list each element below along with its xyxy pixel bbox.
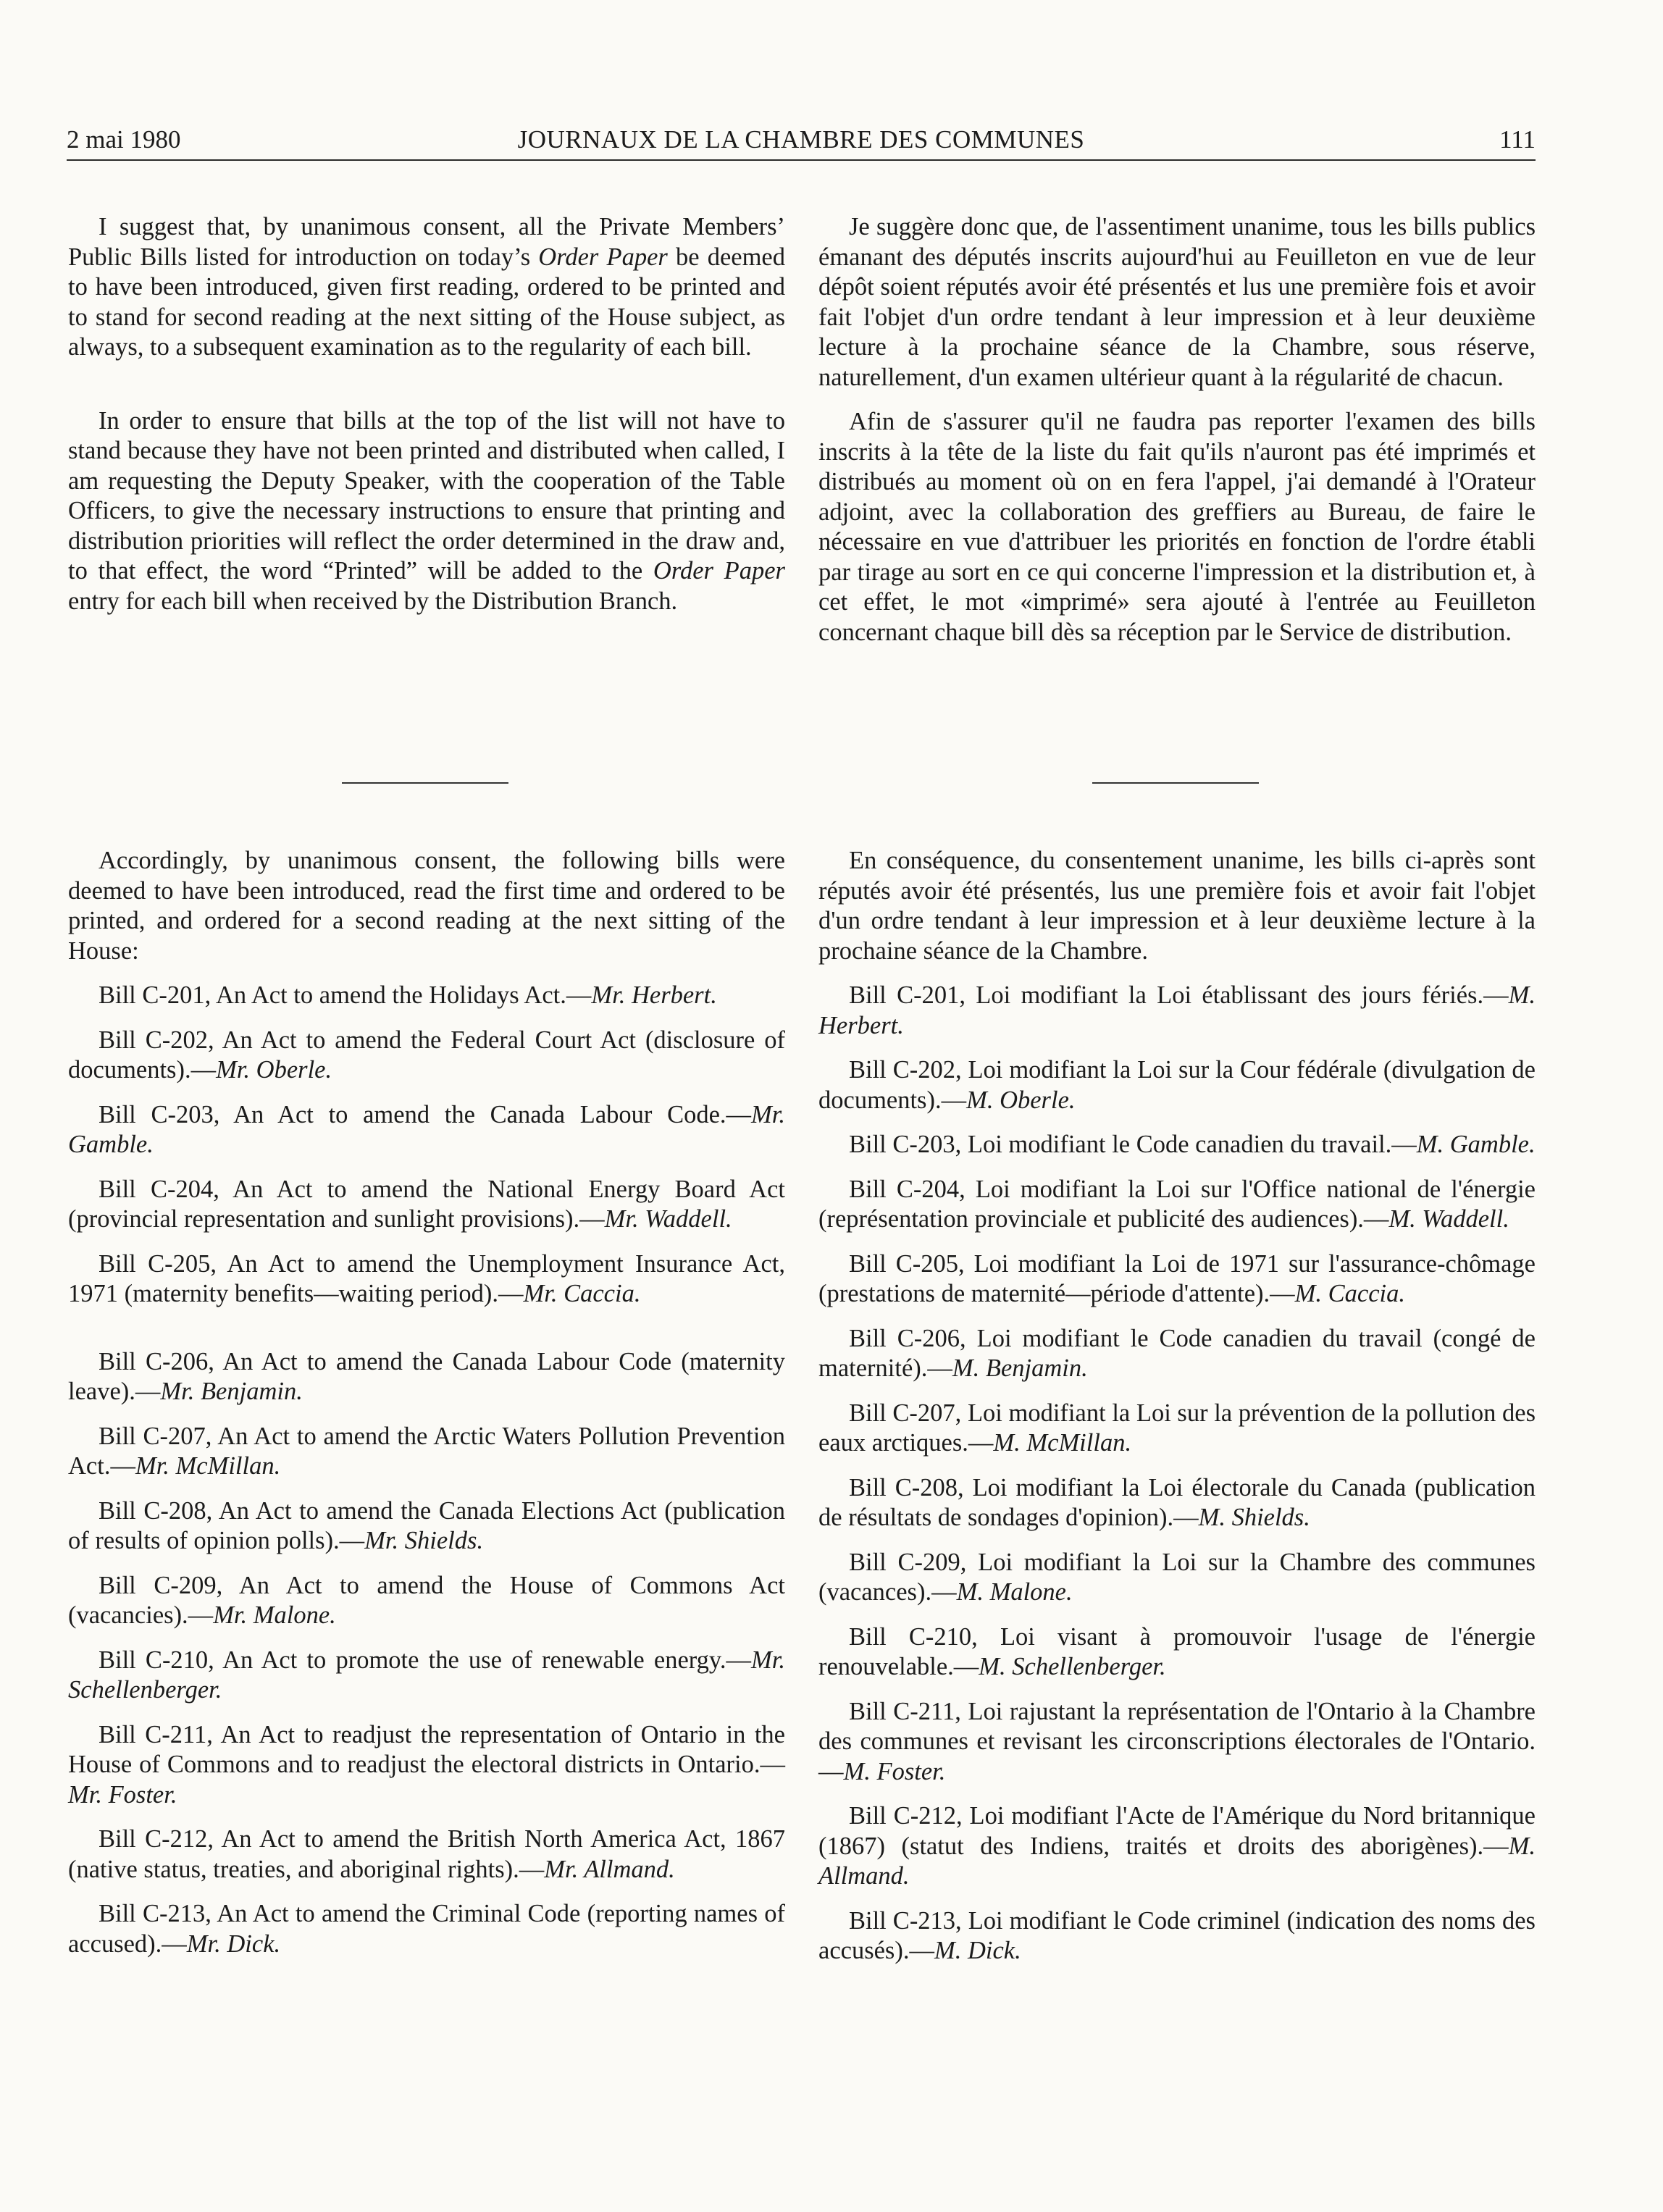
section-divider-left (342, 782, 508, 784)
bill-entry (818, 1175, 1536, 1235)
bill-member: M. McMillan. (993, 1429, 1132, 1457)
bill-title: Bill C-209, Loi modifiant la Loi sur la Chambre des communes (vacances).— (818, 1548, 1536, 1606)
bill-title: Bill C-210, Loi visant à promouvoir l'usage de l'énergie renouvelable.— (818, 1622, 1536, 1680)
bill-member: Mr. Benjamin. (160, 1378, 303, 1405)
bill-member: M. Caccia. (1294, 1280, 1405, 1307)
bill-entry (818, 1622, 1536, 1683)
bill-entry (68, 1347, 785, 1407)
bill-title: Bill C-208, Loi modifiant la Loi électorale du Canada (publication de résultats de sondages d'opinion).— (818, 1473, 1536, 1531)
bill-title: Bill C-201, An Act to amend the Holidays Act.— (99, 981, 592, 1009)
bill-entry (68, 1249, 785, 1310)
header-title: JOURNAUX DE LA CHAMBRE DES COMMUNES (517, 125, 1085, 154)
bill-entry (818, 1473, 1536, 1533)
french-intro-column (818, 212, 1536, 648)
bill-entry (818, 1801, 1536, 1892)
bill-member: M. Allmand. (818, 1832, 1536, 1890)
bill-entry (68, 1899, 785, 1959)
bill-title: Bill C-204, An Act to amend the National Energy Board Act (provincial representation and sunlight provisions).— (68, 1175, 785, 1233)
bill-entry (68, 1825, 785, 1885)
bill-entry (68, 1571, 785, 1631)
bill-member: M. Herbert. (818, 981, 1536, 1039)
bill-member: Mr. McMillan. (135, 1452, 281, 1480)
bill-entry (818, 1130, 1536, 1160)
bill-member: Mr. Foster. (68, 1780, 177, 1809)
bill-member: Mr. Oberle. (216, 1056, 332, 1084)
french-intro-paragraph-1: Je suggère donc que, de l'assentiment unanime, tous les bills publics émanant des députés inscrits aujourd'hui au Feuilleton en vue de leur dépôt soient réputés avoir été présentés et lus une première fois et avoir fait l'objet d'un ordre tendant à leur impression et à leur deuxième lecture à la prochaine séance de la Chambre, sous réserve, naturellement, d'un examen ultérieur quant à la régularité de chacun. (818, 213, 1536, 391)
section-divider-right (1092, 782, 1259, 784)
bill-member: M. Foster. (843, 1757, 946, 1785)
bill-member: Mr. Malone. (213, 1601, 336, 1629)
french-accordingly-paragraph: En conséquence, du consentement unanime, les bills ci-après sont réputés avoir été présentés, lus une première fois et avoir fait l'objet d'un ordre tendant à leur impression et à leur deuxième lecture à la prochaine séance de la Chambre. (818, 847, 1536, 965)
english-intro-column (68, 212, 785, 616)
bill-title: Bill C-205, An Act to amend the Unemployment Insurance Act, 1971 (maternity benefits—waiting period).— (68, 1249, 785, 1307)
bill-title: Bill C-210, An Act to promote the use of renewable energy.— (99, 1646, 752, 1674)
bill-title: Bill C-211, An Act to readjust the representation of Ontario in the House of Commons and to readjust the electoral districts in Ontario.— (68, 1720, 785, 1778)
bill-entry (818, 1548, 1536, 1608)
bill-member: Mr. Allmand. (544, 1855, 675, 1883)
bill-member: M. Benjamin. (952, 1354, 1088, 1382)
header-date: 2 mai 1980 (67, 125, 181, 154)
english-intro-paragraph-2: In order to ensure that bills at the top of the list will not have to stand because they have not been printed and distributed when called, I am requesting the Deputy Speaker, with the cooperation of the Table Officers, to give the necessary instructions to ensure that printing and distribution priorities will reflect the order determined in the draw and, to that effect, the word “Printed” will be added to the Order Paper entry for each bill when received by the Distribution Branch. (68, 406, 785, 615)
bill-title: Bill C-212, Loi modifiant l'Acte de l'Amérique du Nord britannique (1867) (statut des Indiens, traités et droits des aborigènes).— (818, 1802, 1536, 1860)
bill-member: M. Oberle. (966, 1086, 1076, 1114)
bill-member: Mr. Waddell. (604, 1205, 732, 1233)
header-rule (67, 159, 1536, 161)
bill-title: Bill C-208, An Act to amend the Canada Elections Act (publication of results of opinion polls).— (68, 1496, 785, 1554)
bill-entry (818, 981, 1536, 1041)
bill-member: Mr. Caccia. (523, 1280, 641, 1307)
bill-member: Mr. Schellenberger. (68, 1646, 785, 1704)
bill-title: Bill C-209, An Act to amend the House of Commons Act (vacancies).— (68, 1571, 785, 1629)
bill-member: Mr. Dick. (186, 1930, 281, 1958)
bill-title: Bill C-202, Loi modifiant la Loi sur la Cour fédérale (divulgation de documents).— (818, 1056, 1536, 1114)
bill-title: Bill C-213, An Act to amend the Criminal Code (reporting names of accused).— (68, 1900, 785, 1958)
bill-title: Bill C-207, An Act to amend the Arctic Waters Pollution Prevention Act.— (68, 1422, 785, 1480)
bill-title: Bill C-202, An Act to amend the Federal Court Act (disclosure of documents).— (68, 1026, 785, 1084)
bill-title: Bill C-207, Loi modifiant la Loi sur la prévention de la pollution des eaux arctiques.— (818, 1399, 1536, 1457)
english-bill-list (68, 981, 785, 1959)
bill-title: Bill C-206, An Act to amend the Canada Labour Code (maternity leave).— (68, 1347, 785, 1405)
bill-title: Bill C-201, Loi modifiant la Loi établissant des jours fériés.— (849, 981, 1509, 1009)
bill-entry (818, 1249, 1536, 1310)
bill-title: Bill C-211, Loi rajustant la représentation de l'Ontario à la Chambre des communes et revisant les circonscriptions électorales de l'Ontario.— (818, 1697, 1536, 1785)
bill-entry (68, 1646, 785, 1706)
bill-title: Bill C-212, An Act to amend the British North America Act, 1867 (native status, treaties, and aboriginal rights).— (68, 1825, 785, 1883)
bill-member: M. Gamble. (1416, 1131, 1536, 1158)
bill-entry (818, 1697, 1536, 1788)
bill-entry (68, 1026, 785, 1086)
bill-title: Bill C-213, Loi modifiant le Code criminel (indication des noms des accusés).— (818, 1906, 1536, 1964)
bill-member: Mr. Shields. (364, 1527, 484, 1554)
bill-title: Bill C-206, Loi modifiant le Code canadien du travail (congé de maternité).— (818, 1324, 1536, 1382)
bill-entry (818, 1906, 1536, 1966)
english-intro-paragraph-1: I suggest that, by unanimous consent, all the Private Members’ Public Bills listed for introduction on today’s Order Paper be deemed to have been introduced, given first reading, ordered to be printed and to stand for second reading at the next sitting of the House subject, as always, to a subsequent examination as to the regularity of each bill. (68, 213, 785, 361)
bill-entry (68, 1496, 785, 1557)
english-bills-column (68, 846, 785, 1959)
bill-title: Bill C-203, Loi modifiant le Code canadien du travail.— (849, 1131, 1417, 1158)
french-intro-paragraph-2: Afin de s'assurer qu'il ne faudra pas reporter l'examen des bills inscrits à la tête de la liste du fait qu'ils n'auront pas été imprimés et distribués au moment où on en fera l'appel, j'ai demandé à l'Orateur adjoint, avec la collaboration des greffiers au Bureau, de faire le nécessaire en vue d'attribuer les priorités en fonction de l'ordre établi par tirage au sort en ce qui concerne l'impression et la distribution et, à cet effet, le mot «imprimé» sera ajouté à l'entrée au Feuilleton concernant chaque bill dès sa réception par le Service de distribution. (818, 408, 1536, 646)
bill-entry (818, 1055, 1536, 1115)
bill-entry (68, 1422, 785, 1482)
bill-title: Bill C-205, Loi modifiant la Loi de 1971 sur l'assurance-chômage (prestations de maternité—période d'attente).— (818, 1249, 1536, 1307)
bill-member: M. Schellenberger. (979, 1653, 1166, 1680)
bill-entry (68, 1100, 785, 1160)
page-header (67, 122, 1536, 158)
bill-member: M. Malone. (956, 1578, 1073, 1606)
bill-title: Bill C-204, Loi modifiant la Loi sur l'Office national de l'énergie (représentation provinciale et publicité des audiences).— (818, 1175, 1536, 1233)
bill-entry (68, 1720, 785, 1811)
bill-member: M. Waddell. (1388, 1205, 1509, 1233)
french-bills-column (818, 846, 1536, 1966)
bill-member: M. Shields. (1198, 1504, 1310, 1531)
english-accordingly-paragraph: Accordingly, by unanimous consent, the following bills were deemed to have been introduced, read the first time and ordered to be printed, and ordered for a second reading at the next sitting of the House: (68, 847, 785, 965)
bill-member: M. Dick. (934, 1937, 1021, 1964)
bill-member: Mr. Gamble. (68, 1100, 785, 1158)
bill-entry (68, 1175, 785, 1235)
bill-member: Mr. Herbert. (591, 981, 717, 1009)
bill-entry (818, 1399, 1536, 1459)
page-number: 111 (1499, 125, 1536, 154)
bill-entry (68, 981, 785, 1011)
bill-entry (818, 1324, 1536, 1384)
french-bill-list (818, 981, 1536, 1966)
bill-title: Bill C-203, An Act to amend the Canada Labour Code.— (99, 1100, 752, 1128)
